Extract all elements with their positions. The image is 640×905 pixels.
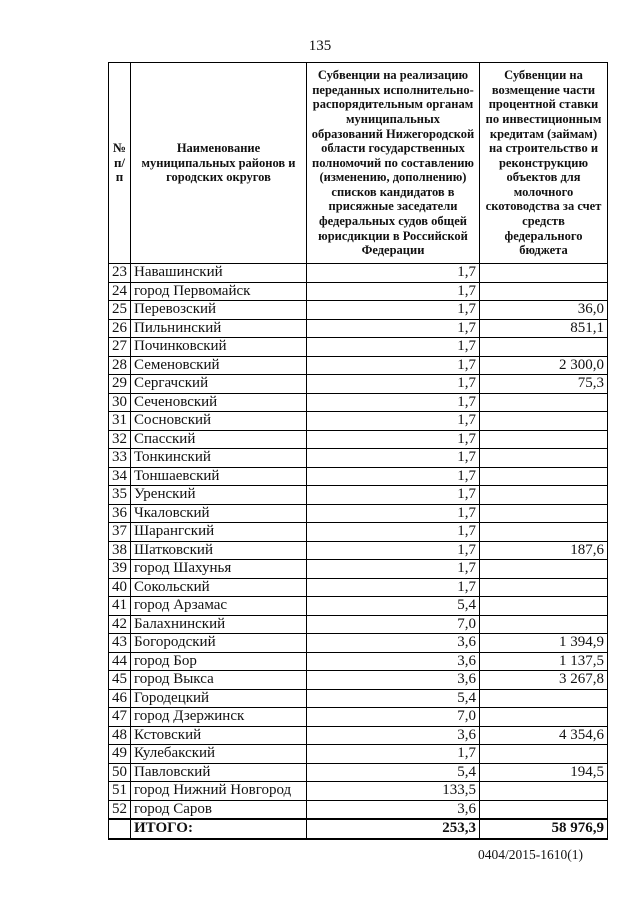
row-dairy-value xyxy=(480,393,608,412)
header-dairy-subvention: Субвенции на возмещение части процентной ставки по инвестиционным кредитам (займам) на строительство и реконструкцию объектов для молочного скотоводства за счет средств федерального бюджета xyxy=(480,63,608,264)
row-jury-value: 3,6 xyxy=(307,652,480,671)
row-dairy-value: 75,3 xyxy=(480,375,608,394)
table-row xyxy=(109,282,608,301)
row-municipality: Сокольский xyxy=(131,578,307,597)
row-number: 25 xyxy=(109,301,131,320)
table-row xyxy=(109,449,608,468)
row-dairy-value: 194,5 xyxy=(480,763,608,782)
row-jury-value: 1,7 xyxy=(307,356,480,375)
document-code: 0404/2015-1610(1) xyxy=(478,847,583,862)
row-number: 28 xyxy=(109,356,131,375)
row-dairy-value xyxy=(480,708,608,727)
row-municipality: Кулебакский xyxy=(131,745,307,764)
row-jury-value: 1,7 xyxy=(307,578,480,597)
row-jury-value: 1,7 xyxy=(307,745,480,764)
row-jury-value: 3,6 xyxy=(307,671,480,690)
table-row xyxy=(109,745,608,764)
row-dairy-value xyxy=(480,782,608,801)
table-body xyxy=(109,264,608,820)
row-jury-value: 1,7 xyxy=(307,393,480,412)
row-municipality: Спасский xyxy=(131,430,307,449)
row-number: 41 xyxy=(109,597,131,616)
row-municipality: Шатковский xyxy=(131,541,307,560)
table-row xyxy=(109,782,608,801)
row-municipality: Сеченовский xyxy=(131,393,307,412)
row-number: 26 xyxy=(109,319,131,338)
row-number: 44 xyxy=(109,652,131,671)
row-number: 42 xyxy=(109,615,131,634)
row-municipality: Перевозский xyxy=(131,301,307,320)
row-municipality: Уренский xyxy=(131,486,307,505)
row-municipality: Городецкий xyxy=(131,689,307,708)
row-municipality: город Саров xyxy=(131,800,307,819)
row-jury-value: 133,5 xyxy=(307,782,480,801)
table-row xyxy=(109,800,608,819)
table-row xyxy=(109,375,608,394)
row-dairy-value xyxy=(480,523,608,542)
row-dairy-value xyxy=(480,689,608,708)
row-number: 46 xyxy=(109,689,131,708)
row-dairy-value xyxy=(480,467,608,486)
row-dairy-value: 187,6 xyxy=(480,541,608,560)
row-number: 33 xyxy=(109,449,131,468)
table-row xyxy=(109,560,608,579)
row-number: 29 xyxy=(109,375,131,394)
row-municipality: Тонкинский xyxy=(131,449,307,468)
row-dairy-value xyxy=(480,449,608,468)
row-number: 27 xyxy=(109,338,131,357)
row-dairy-value xyxy=(480,430,608,449)
row-municipality: Кстовский xyxy=(131,726,307,745)
row-dairy-value xyxy=(480,338,608,357)
row-municipality: город Первомайск xyxy=(131,282,307,301)
row-jury-value: 1,7 xyxy=(307,449,480,468)
row-number: 23 xyxy=(109,264,131,283)
row-dairy-value xyxy=(480,800,608,819)
header-municipality: Наименование муниципальных районов и городских округов xyxy=(131,63,307,264)
row-municipality: город Выкса xyxy=(131,671,307,690)
row-municipality: город Арзамас xyxy=(131,597,307,616)
row-number: 45 xyxy=(109,671,131,690)
row-jury-value: 1,7 xyxy=(307,319,480,338)
row-dairy-value xyxy=(480,615,608,634)
table-row xyxy=(109,338,608,357)
row-number: 39 xyxy=(109,560,131,579)
row-municipality: Павловский xyxy=(131,763,307,782)
table-row xyxy=(109,412,608,431)
table-row xyxy=(109,578,608,597)
row-number: 40 xyxy=(109,578,131,597)
header-jury-subvention: Субвенции на реализацию переданных исполнительно-распорядительным органам муниципальных образований Нижегородской области государственных полномочий по составлению (изменению, дополнению) списков кандидатов в присяжные заседатели федеральных судов общей юрисдикции в Российской Федерации xyxy=(307,63,480,264)
total-label: ИТОГО: xyxy=(131,819,307,839)
row-jury-value: 3,6 xyxy=(307,634,480,653)
table-row xyxy=(109,301,608,320)
row-jury-value: 1,7 xyxy=(307,375,480,394)
table-row xyxy=(109,652,608,671)
row-dairy-value xyxy=(480,412,608,431)
row-jury-value: 5,4 xyxy=(307,597,480,616)
row-jury-value: 1,7 xyxy=(307,523,480,542)
row-jury-value: 1,7 xyxy=(307,282,480,301)
row-number: 36 xyxy=(109,504,131,523)
row-dairy-value: 1 137,5 xyxy=(480,652,608,671)
table-row xyxy=(109,615,608,634)
subventions-table xyxy=(108,62,608,840)
table-row xyxy=(109,264,608,283)
row-number: 32 xyxy=(109,430,131,449)
row-dairy-value xyxy=(480,282,608,301)
row-jury-value: 3,6 xyxy=(307,800,480,819)
total-jury-value: 253,3 xyxy=(307,819,480,839)
row-number: 38 xyxy=(109,541,131,560)
row-dairy-value xyxy=(480,597,608,616)
table-row xyxy=(109,763,608,782)
row-dairy-value xyxy=(480,578,608,597)
row-number: 34 xyxy=(109,467,131,486)
row-number: 51 xyxy=(109,782,131,801)
row-jury-value: 1,7 xyxy=(307,486,480,505)
table-row xyxy=(109,486,608,505)
table-row xyxy=(109,689,608,708)
row-dairy-value: 3 267,8 xyxy=(480,671,608,690)
row-jury-value: 1,7 xyxy=(307,264,480,283)
row-jury-value: 1,7 xyxy=(307,560,480,579)
page-number: 135 xyxy=(308,38,332,54)
row-municipality: Тоншаевский xyxy=(131,467,307,486)
table-row xyxy=(109,319,608,338)
row-dairy-value xyxy=(480,264,608,283)
row-number: 31 xyxy=(109,412,131,431)
row-jury-value: 1,7 xyxy=(307,301,480,320)
row-number: 24 xyxy=(109,282,131,301)
header-number: № п/п xyxy=(109,63,131,264)
table-row xyxy=(109,430,608,449)
row-municipality: Навашинский xyxy=(131,264,307,283)
row-dairy-value: 36,0 xyxy=(480,301,608,320)
table-row xyxy=(109,356,608,375)
row-jury-value: 5,4 xyxy=(307,763,480,782)
row-municipality: Сосновский xyxy=(131,412,307,431)
table-header-row xyxy=(109,63,608,264)
row-number: 52 xyxy=(109,800,131,819)
row-dairy-value: 2 300,0 xyxy=(480,356,608,375)
row-municipality: Починковский xyxy=(131,338,307,357)
row-number: 30 xyxy=(109,393,131,412)
row-jury-value: 1,7 xyxy=(307,338,480,357)
row-number: 49 xyxy=(109,745,131,764)
row-dairy-value xyxy=(480,486,608,505)
row-municipality: город Нижний Новгород xyxy=(131,782,307,801)
row-dairy-value: 1 394,9 xyxy=(480,634,608,653)
table-row xyxy=(109,393,608,412)
row-jury-value: 5,4 xyxy=(307,689,480,708)
row-municipality: Чкаловский xyxy=(131,504,307,523)
row-jury-value: 1,7 xyxy=(307,504,480,523)
row-number: 47 xyxy=(109,708,131,727)
row-jury-value: 7,0 xyxy=(307,615,480,634)
table-row xyxy=(109,597,608,616)
table-row xyxy=(109,523,608,542)
table-row xyxy=(109,504,608,523)
row-municipality: город Дзержинск xyxy=(131,708,307,727)
row-number: 48 xyxy=(109,726,131,745)
row-dairy-value xyxy=(480,745,608,764)
row-municipality: Балахнинский xyxy=(131,615,307,634)
total-number-cell xyxy=(109,819,131,839)
row-number: 50 xyxy=(109,763,131,782)
row-dairy-value: 851,1 xyxy=(480,319,608,338)
row-municipality: город Шахунья xyxy=(131,560,307,579)
table-row xyxy=(109,708,608,727)
total-row xyxy=(109,819,608,839)
row-municipality: Семеновский xyxy=(131,356,307,375)
row-jury-value: 1,7 xyxy=(307,430,480,449)
row-municipality: Шарангский xyxy=(131,523,307,542)
row-dairy-value xyxy=(480,560,608,579)
table-row xyxy=(109,726,608,745)
row-number: 37 xyxy=(109,523,131,542)
table-row xyxy=(109,541,608,560)
row-jury-value: 1,7 xyxy=(307,412,480,431)
total-dairy-value: 58 976,9 xyxy=(480,819,608,839)
table-row xyxy=(109,634,608,653)
row-jury-value: 1,7 xyxy=(307,541,480,560)
row-jury-value: 1,7 xyxy=(307,467,480,486)
row-number: 35 xyxy=(109,486,131,505)
row-jury-value: 3,6 xyxy=(307,726,480,745)
row-dairy-value xyxy=(480,504,608,523)
table-row xyxy=(109,671,608,690)
row-number: 43 xyxy=(109,634,131,653)
table-row xyxy=(109,467,608,486)
row-municipality: Сергачский xyxy=(131,375,307,394)
row-dairy-value: 4 354,6 xyxy=(480,726,608,745)
row-jury-value: 7,0 xyxy=(307,708,480,727)
row-municipality: город Бор xyxy=(131,652,307,671)
row-municipality: Богородский xyxy=(131,634,307,653)
row-municipality: Пильнинский xyxy=(131,319,307,338)
